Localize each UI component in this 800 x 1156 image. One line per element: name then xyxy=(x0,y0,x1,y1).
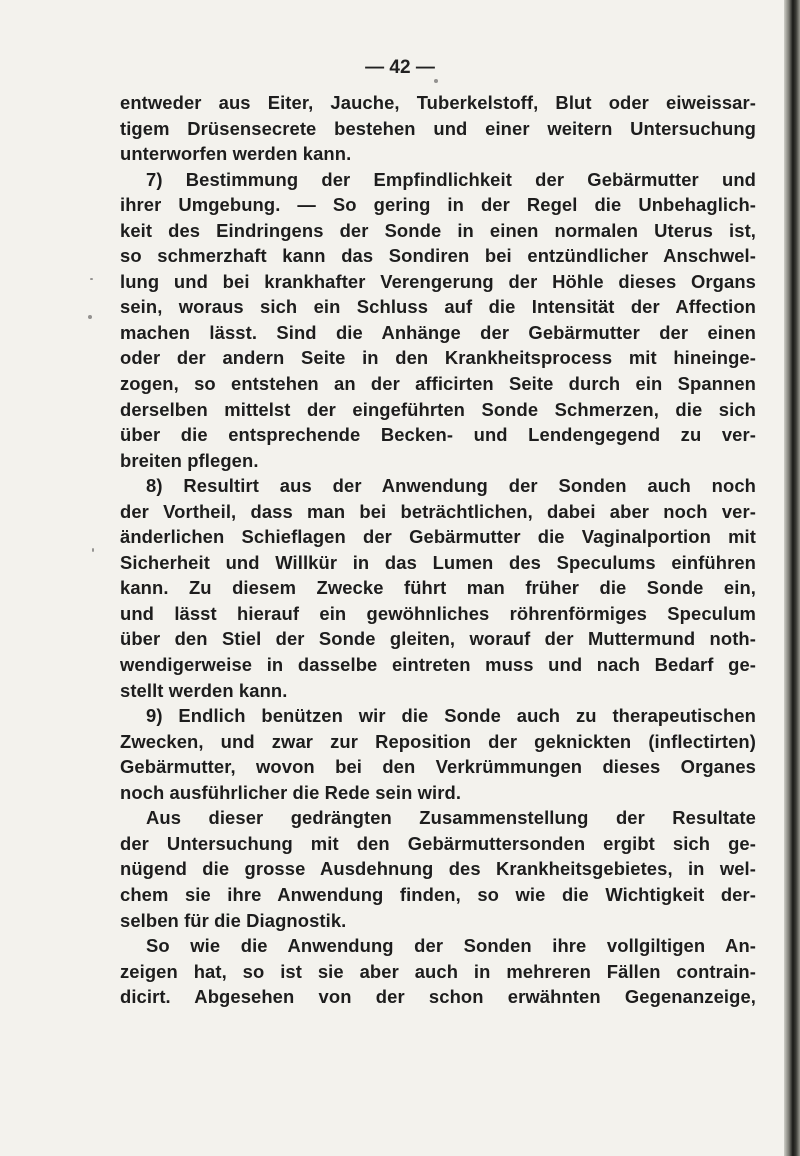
text-line: oder der andern Seite in den Krankheitsprocess mit hineinge- xyxy=(120,347,756,369)
text-line: über die entsprechende Becken- und Lendengegend zu ver- xyxy=(120,424,756,446)
page-binding-edge xyxy=(784,0,800,1156)
text-line: noch ausführlicher die Rede sein wird. xyxy=(120,781,462,803)
text-line: sein, woraus sich ein Schluss auf die Intensität der Affection xyxy=(120,296,756,318)
text-line: und lässt hierauf ein gewöhnliches röhrenförmiges Speculum xyxy=(120,602,756,624)
text-line: 8) Resultirt aus der Anwendung der Sonden auch noch xyxy=(146,475,756,497)
body-text xyxy=(120,90,756,1010)
text-line: So wie die Anwendung der Sonden ihre vollgiltigen An- xyxy=(146,935,756,957)
text-line: tigem Drüsensecrete bestehen und einer weitern Untersuchung xyxy=(120,117,756,139)
text-line: Gebärmutter, wovon bei den Verkrümmungen dieses Organes xyxy=(120,756,756,778)
text-line: wendigerweise in dasselbe eintreten muss und nach Bedarf ge- xyxy=(120,654,756,676)
text-line: unterworfen werden kann. xyxy=(120,143,352,165)
paper-speck xyxy=(90,278,93,280)
text-line: stellt werden kann. xyxy=(120,679,288,701)
text-line: chem sie ihre Anwendung finden, so wie die Wichtigkeit der- xyxy=(120,883,756,905)
text-line: Zwecken, und zwar zur Reposition der geknickten (inflectirten) xyxy=(120,730,756,752)
text-line: zogen, so entstehen an der afficirten Seite durch ein Spannen xyxy=(120,373,756,395)
text-line: ihrer Umgebung. — So gering in der Regel die Unbehaglich- xyxy=(120,194,756,216)
text-line: machen lässt. Sind die Anhänge der Gebärmutter der einen xyxy=(120,321,756,343)
text-line: kann. Zu diesem Zwecke führt man früher die Sonde ein, xyxy=(120,577,756,599)
text-line: dicirt. Abgesehen von der schon erwähnten Gegenanzeige, xyxy=(120,986,756,1008)
text-line: Sicherheit und Willkür in das Lumen des Speculums einführen xyxy=(120,551,756,573)
text-line: derselben mittelst der eingeführten Sonde Schmerzen, die sich xyxy=(120,398,756,420)
text-line: entweder aus Eiter, Jauche, Tuberkelstoff, Blut oder eiweissar- xyxy=(120,92,756,113)
text-line: der Vortheil, dass man bei beträchtlichen, dabei aber noch ver- xyxy=(120,500,756,522)
text-line: 7) Bestimmung der Empfindlichkeit der Gebärmutter und xyxy=(146,168,756,190)
paper-speck xyxy=(92,548,94,552)
text-line: über den Stiel der Sonde gleiten, worauf der Muttermund noth- xyxy=(120,628,756,650)
text-line: änderlichen Schieflagen der Gebärmutter die Vaginalportion mit xyxy=(120,526,756,548)
text-line: der Untersuchung mit den Gebärmuttersonden ergibt sich ge- xyxy=(120,832,756,854)
page-number: — 42 — xyxy=(365,57,435,78)
text-line: lung und bei krankhafter Verengerung der Höhle dieses Organs xyxy=(120,270,756,292)
text-line: selben für die Diagnostik. xyxy=(120,909,347,931)
paper-speck xyxy=(88,315,92,319)
text-line: so schmerzhaft kann das Sondiren bei entzündlicher Anschwel- xyxy=(120,245,756,267)
text-line: keit des Eindringens der Sonde in einen normalen Uterus ist, xyxy=(120,219,756,241)
text-line: breiten pflegen. xyxy=(120,449,259,471)
paper-speck xyxy=(434,79,438,83)
text-line: Aus dieser gedrängten Zusammenstellung der Resultate xyxy=(146,807,756,829)
text-line: nügend die grosse Ausdehnung des Krankheitsgebietes, in wel- xyxy=(120,858,756,880)
text-line: 9) Endlich benützen wir die Sonde auch zu therapeutischen xyxy=(146,705,756,727)
text-line: zeigen hat, so ist sie aber auch in mehreren Fällen contrain- xyxy=(120,960,756,982)
